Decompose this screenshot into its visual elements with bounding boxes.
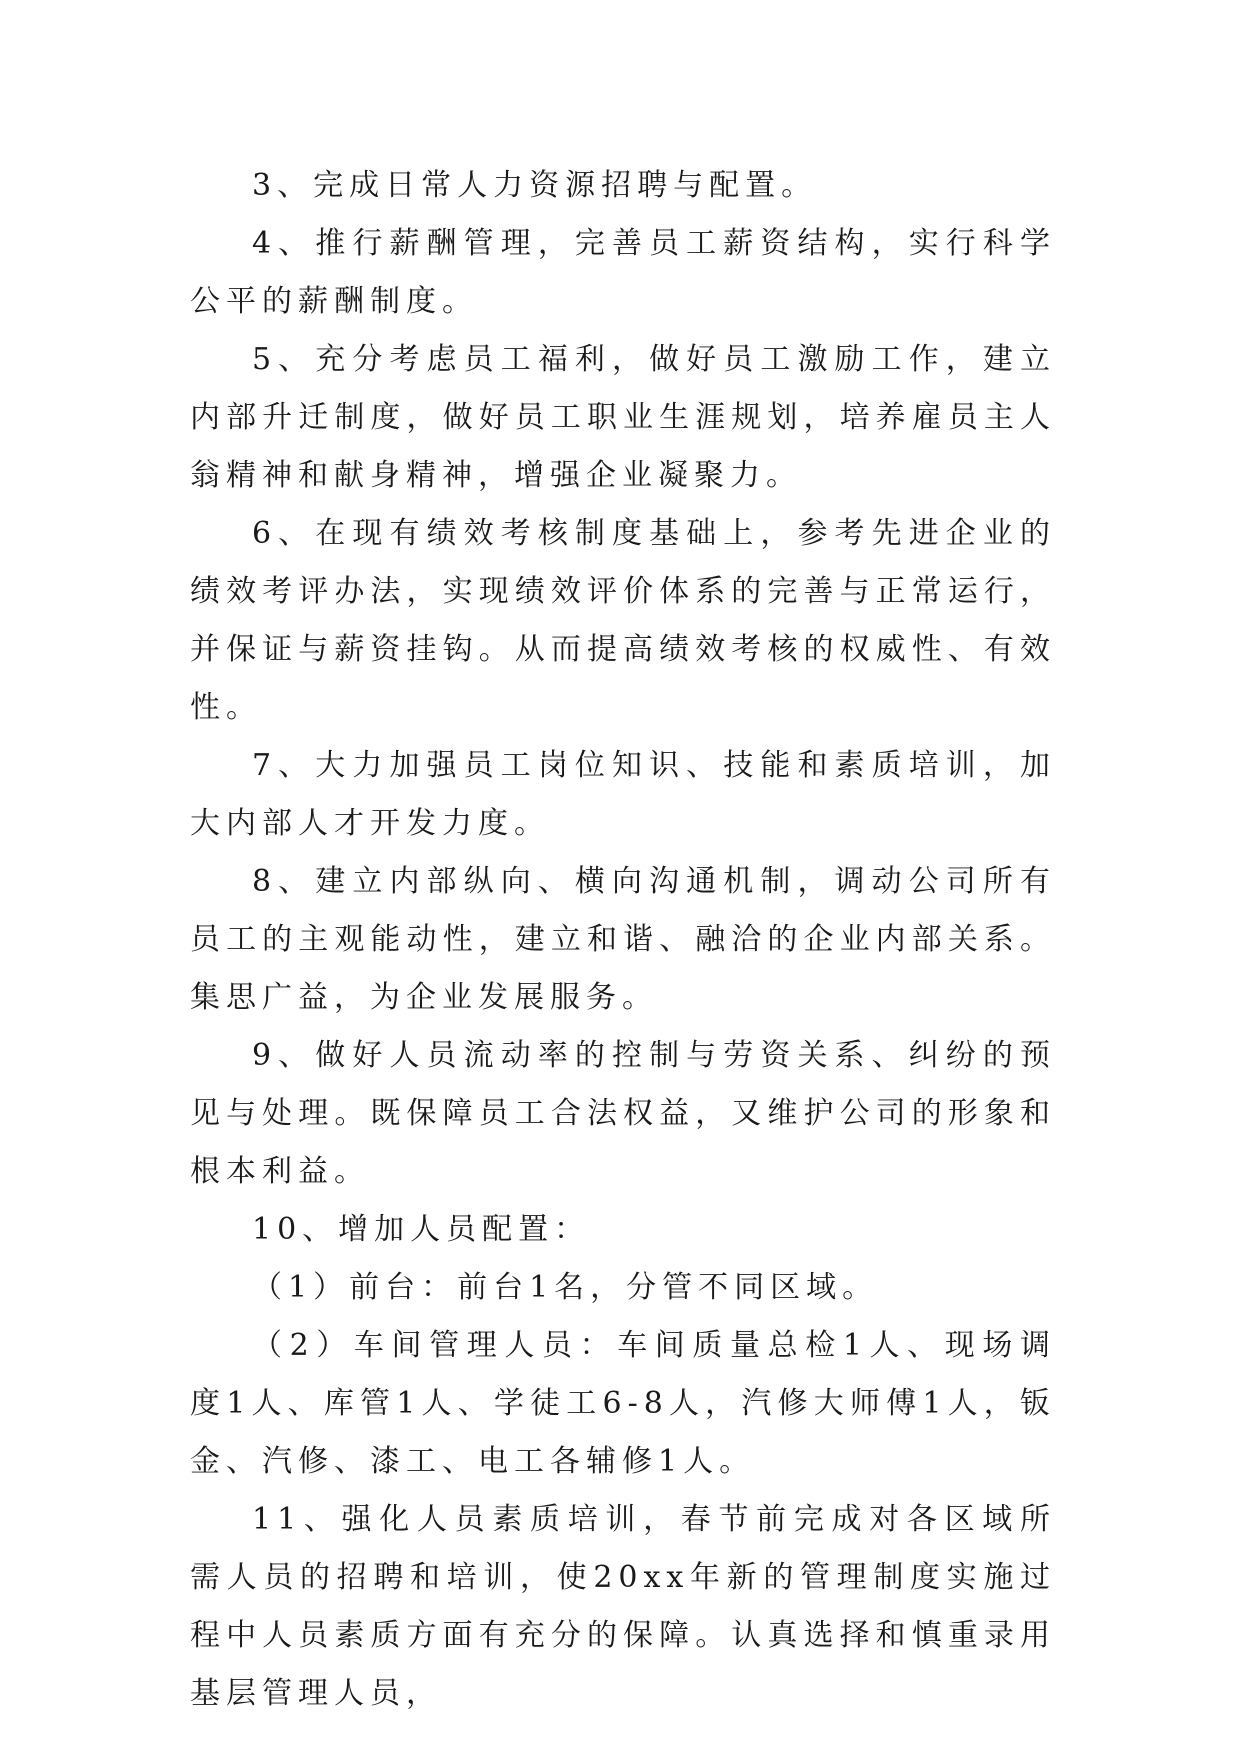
- paragraph-item-9: 9、做好人员流动率的控制与劳资关系、纠纷的预见与处理。既保障员工合法权益，又维护公司的形象和根本利益。: [190, 1038, 1056, 1189]
- paragraph-subitem-2: （2）车间管理人员：车间质量总检1人、现场调度1人、库管1人、学徒工6-8人，汽修大师傅1人，钣金、汽修、漆工、电工各辅修1人。: [190, 1328, 1056, 1479]
- paragraph-item-7: 7、大力加强员工岗位知识、技能和素质培训，加大内部人才开发力度。: [190, 748, 1056, 841]
- document-page: [190, 157, 1056, 1723]
- paragraph-item-4: 4、推行薪酬管理，完善员工薪资结构，实行科学公平的薪酬制度。: [190, 226, 1056, 319]
- paragraph-item-3: 3、完成日常人力资源招聘与配置。: [252, 168, 818, 203]
- paragraph-item-8: 8、建立内部纵向、横向沟通机制，调动公司所有员工的主观能动性，建立和谐、融洽的企业内部关系。集思广益，为企业发展服务。: [190, 864, 1056, 1015]
- paragraph-item-10: 10、增加人员配置：: [252, 1212, 591, 1247]
- paragraph-item-11: 11、强化人员素质培训，春节前完成对各区域所需人员的招聘和培训，使20xx年新的管理制度实施过程中人员素质方面有充分的保障。认真选择和慎重录用基层管理人员，: [190, 1502, 1056, 1711]
- paragraph-item-5: 5、充分考虑员工福利，做好员工激励工作，建立内部升迁制度，做好员工职业生涯规划，培养雇员主人翁精神和献身精神，增强企业凝聚力。: [190, 342, 1056, 493]
- paragraph-item-6: 6、在现有绩效考核制度基础上，参考先进企业的绩效考评办法，实现绩效评价体系的完善与正常运行，并保证与薪资挂钩。从而提高绩效考核的权威性、有效性。: [190, 516, 1056, 725]
- paragraph-subitem-1: （1）前台：前台1名，分管不同区域。: [252, 1270, 879, 1305]
